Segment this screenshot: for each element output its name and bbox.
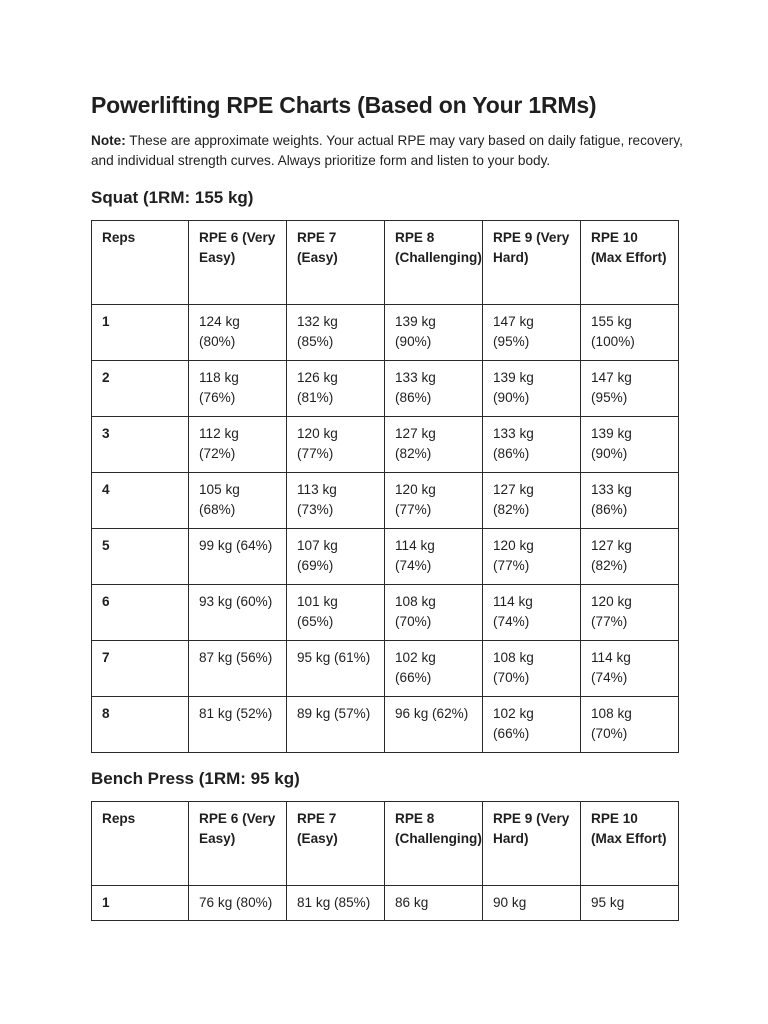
weight-cell: 147 kg (95%): [581, 361, 679, 417]
weight-cell: 127 kg (82%): [385, 417, 483, 473]
bench-header-row: [92, 802, 679, 886]
note-paragraph: [91, 131, 691, 171]
bench-header-cell: RPE 8 (Challenging): [385, 802, 483, 886]
bench-header-cell: RPE 6 (Very Easy): [189, 802, 287, 886]
weight-cell: 133 kg (86%): [385, 361, 483, 417]
reps-cell: 1: [92, 305, 189, 361]
weight-cell: 112 kg (72%): [189, 417, 287, 473]
weight-cell: 101 kg (65%): [287, 585, 385, 641]
weight-cell: 86 kg: [385, 886, 483, 921]
weight-cell: 120 kg (77%): [287, 417, 385, 473]
weight-cell: 81 kg (85%): [287, 886, 385, 921]
weight-cell: 108 kg (70%): [581, 697, 679, 753]
weight-cell: 120 kg (77%): [385, 473, 483, 529]
weight-cell: 107 kg (69%): [287, 529, 385, 585]
bench-heading: Bench Press (1RM: 95 kg): [91, 769, 300, 788]
weight-cell: 127 kg (82%): [483, 473, 581, 529]
reps-cell: 7: [92, 641, 189, 697]
weight-cell: 126 kg (81%): [287, 361, 385, 417]
table-row: [92, 361, 679, 417]
weight-cell: 114 kg (74%): [483, 585, 581, 641]
squat-table: [91, 220, 679, 753]
reps-cell: 6: [92, 585, 189, 641]
squat-header-cell: RPE 9 (Very Hard): [483, 221, 581, 305]
reps-cell: 1: [92, 886, 189, 921]
weight-cell: 93 kg (60%): [189, 585, 287, 641]
reps-cell: 2: [92, 361, 189, 417]
weight-cell: 133 kg (86%): [581, 473, 679, 529]
weight-cell: 113 kg (73%): [287, 473, 385, 529]
weight-cell: 127 kg (82%): [581, 529, 679, 585]
page-title: Powerlifting RPE Charts (Based on Your 1RMs): [91, 92, 597, 118]
weight-cell: 102 kg (66%): [483, 697, 581, 753]
weight-cell: 95 kg: [581, 886, 679, 921]
weight-cell: 99 kg (64%): [189, 529, 287, 585]
squat-heading: Squat (1RM: 155 kg): [91, 188, 254, 207]
table-row: [92, 886, 679, 921]
squat-table-body: [92, 305, 679, 753]
bench-table: [91, 801, 679, 921]
squat-header-cell: RPE 10 (Max Effort): [581, 221, 679, 305]
weight-cell: 114 kg (74%): [581, 641, 679, 697]
reps-cell: 5: [92, 529, 189, 585]
bench-header-cell: RPE 9 (Very Hard): [483, 802, 581, 886]
weight-cell: 155 kg (100%): [581, 305, 679, 361]
weight-cell: 133 kg (86%): [483, 417, 581, 473]
weight-cell: 124 kg (80%): [189, 305, 287, 361]
table-row: [92, 305, 679, 361]
weight-cell: 120 kg (77%): [581, 585, 679, 641]
table-row: [92, 697, 679, 753]
weight-cell: 118 kg (76%): [189, 361, 287, 417]
weight-cell: 139 kg (90%): [385, 305, 483, 361]
table-row: [92, 417, 679, 473]
squat-header-cell: RPE 6 (Very Easy): [189, 221, 287, 305]
weight-cell: 147 kg (95%): [483, 305, 581, 361]
weight-cell: 76 kg (80%): [189, 886, 287, 921]
weight-cell: 96 kg (62%): [385, 697, 483, 753]
table-row: [92, 641, 679, 697]
squat-header-cell: RPE 7 (Easy): [287, 221, 385, 305]
weight-cell: 139 kg (90%): [581, 417, 679, 473]
note-label: Note:: [91, 133, 126, 148]
table-row: [92, 585, 679, 641]
reps-cell: 3: [92, 417, 189, 473]
weight-cell: 87 kg (56%): [189, 641, 287, 697]
note-text: These are approximate weights. Your actual RPE may vary based on daily fatigue, recovery, and individual strength curves. Always prioritize form and listen to your body.: [91, 133, 683, 168]
weight-cell: 120 kg (77%): [483, 529, 581, 585]
weight-cell: 90 kg: [483, 886, 581, 921]
weight-cell: 89 kg (57%): [287, 697, 385, 753]
bench-table-body: [92, 886, 679, 921]
bench-header-cell: RPE 7 (Easy): [287, 802, 385, 886]
table-row: [92, 529, 679, 585]
squat-header-row: [92, 221, 679, 305]
squat-header-cell: RPE 8 (Challenging): [385, 221, 483, 305]
weight-cell: 105 kg (68%): [189, 473, 287, 529]
weight-cell: 132 kg (85%): [287, 305, 385, 361]
bench-header-cell: Reps: [92, 802, 189, 886]
weight-cell: 114 kg (74%): [385, 529, 483, 585]
weight-cell: 95 kg (61%): [287, 641, 385, 697]
weight-cell: 81 kg (52%): [189, 697, 287, 753]
weight-cell: 108 kg (70%): [385, 585, 483, 641]
squat-header-cell: Reps: [92, 221, 189, 305]
table-row: [92, 473, 679, 529]
reps-cell: 8: [92, 697, 189, 753]
bench-header-cell: RPE 10 (Max Effort): [581, 802, 679, 886]
weight-cell: 108 kg (70%): [483, 641, 581, 697]
weight-cell: 102 kg (66%): [385, 641, 483, 697]
weight-cell: 139 kg (90%): [483, 361, 581, 417]
reps-cell: 4: [92, 473, 189, 529]
